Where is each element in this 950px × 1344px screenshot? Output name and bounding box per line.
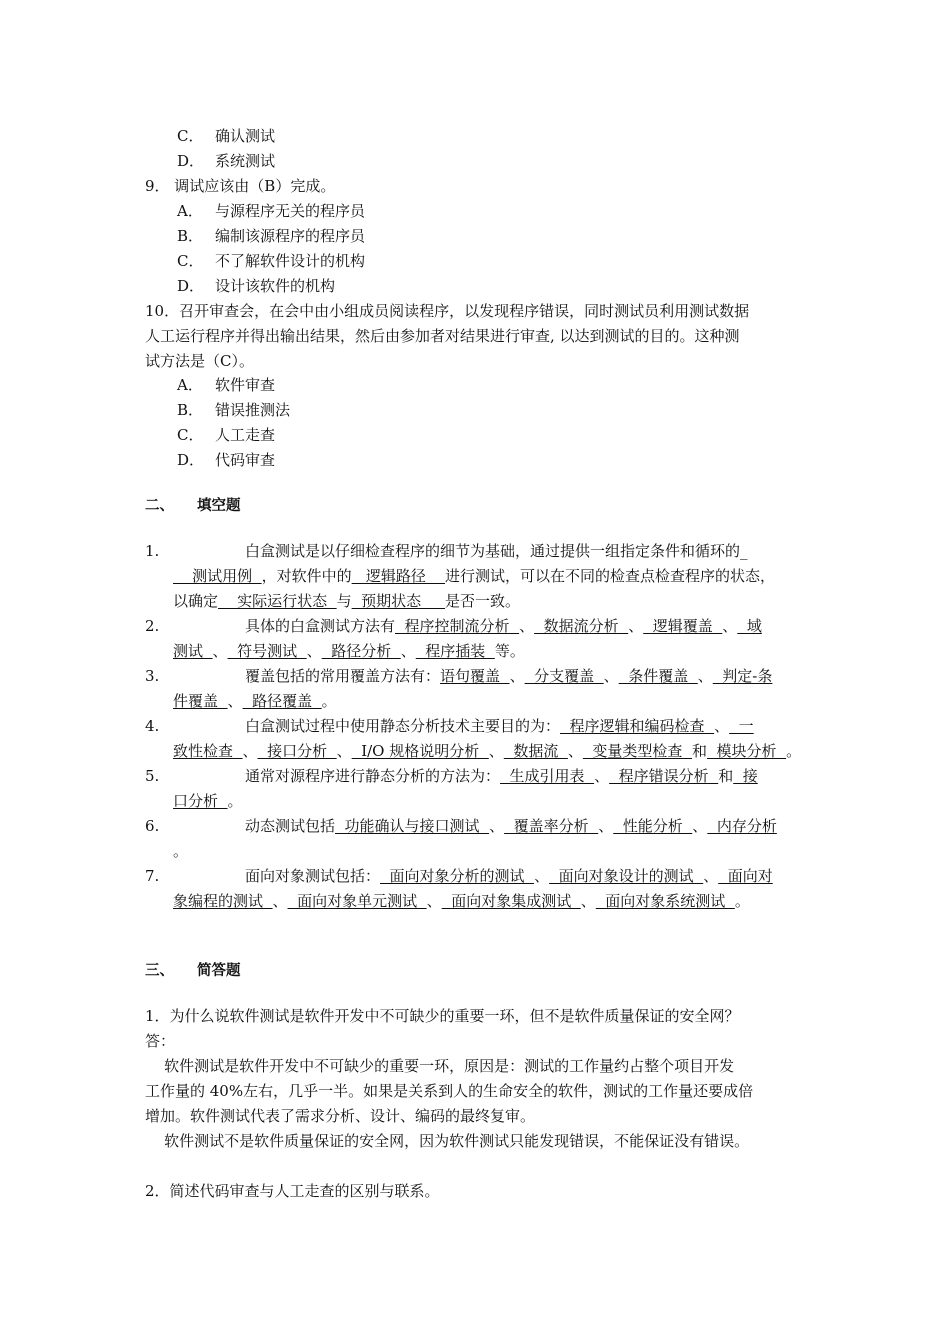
section2-heading: 二、 填空题 <box>145 498 241 514</box>
sa1-question: 1．为什么说软件测试是软件开发中不可缺少的重要一环，但不是软件质量保证的安全网？ <box>145 1007 740 1025</box>
fill-item-3: 3. 覆盖包括的常用覆盖方法有：语句覆盖 、 分支覆盖 、 条件覆盖 、 判定-条 件覆盖 、 路径覆盖 。 <box>145 667 773 710</box>
q9-option-c: C． 不了解软件设计的机构 <box>177 252 366 270</box>
q10-option-b: B． 错误推测法 <box>177 401 291 419</box>
q8-option-c: C． 确认测试 <box>177 127 276 145</box>
q9-option-b: B． 编制该源程序的程序员 <box>177 227 366 245</box>
fill-item-5: 5. 通常对源程序进行静态分析的方法为： 生成引用表 、 程序错误分析 和 接 口分析 。 <box>145 767 758 810</box>
sa1-answer-line2: 工作量的 40%左右，几乎一半。如果是关系到人的生命安全的软件，测试的工作量还要成倍 <box>145 1082 754 1100</box>
fill-item-2: 2. 具体的白盒测试方法有 程序控制流分析 、 数据流分析 、 逻辑覆盖 、 域 测试 、 符号测试 、 路径分析 、 程序插装 等。 <box>145 617 762 660</box>
q10-option-c: C． 人工走查 <box>177 426 276 444</box>
q10-option-d: D． 代码审查 <box>177 451 276 469</box>
sa2-question: 2．简述代码审查与人工走查的区别与联系。 <box>145 1182 440 1200</box>
q9-stem: 9． 调试应该由（B）完成。 <box>145 177 336 195</box>
q8-option-d: D． 系统测试 <box>177 152 276 170</box>
sa1-answer-line3: 增加。软件测试代表了需求分析、设计、编码的最终复审。 <box>145 1107 536 1125</box>
section3-heading: 三、 简答题 <box>145 963 241 979</box>
q10-stem-line2: 人工运行程序并得出输出结果，然后由参加者对结果进行审查, 以达到测试的目的。这种测 <box>145 327 740 345</box>
q9-option-a: A． 与源程序无关的程序员 <box>177 202 366 220</box>
sa1-answer-line1: 软件测试是软件开发中不可缺少的重要一环，原因是：测试的工作量约占整个项目开发 <box>145 1057 735 1075</box>
fill-item-6: 6. 动态测试包括 功能确认与接口测试 、 覆盖率分析 、 性能分析 、 内存分析 。 <box>145 817 777 860</box>
fill-item-4: 4. 白盒测试过程中使用静态分析技术主要目的为： 程序逻辑和编码检查 、 一 致性检查 、 接口分析 、 I/O 规格说明分析 、 数据流 、 变量类型检查 和 模块分析 。 <box>145 717 802 760</box>
sa1-answer-label: 答： <box>145 1032 176 1050</box>
q10-stem-line1: 10．召开审查会，在会中由小组成员阅读程序，以发现程序错误，同时测试员利用测试数据 <box>145 302 750 320</box>
q9-option-d: D． 设计该软件的机构 <box>177 277 336 295</box>
q10-stem-line3: 试方法是（C）。 <box>145 352 254 370</box>
fill-item-1: 1. 白盒测试是以仔细检查程序的细节为基础，通过提供一组指定条件和循环的_ 测试用例 ，对软件中的 逻辑路径 进行测试，可以在不同的检查点检查程序的状态， 以确定 实际运行状态 与 预期状态 是否一致。 <box>145 542 776 610</box>
fill-item-7: 7. 面向对象测试包括： 面向对象分析的测试 、 面向对象设计的测试 、 面向对 象编程的测试 、 面向对象单元测试 、 面向对象集成测试 、 面向对象系统测试 。 <box>145 867 773 910</box>
sa1-answer-para2: 软件测试不是软件质量保证的安全网，因为软件测试只能发现错误，不能保证没有错误。 <box>145 1132 750 1150</box>
q10-option-a: A． 软件审查 <box>177 376 276 394</box>
